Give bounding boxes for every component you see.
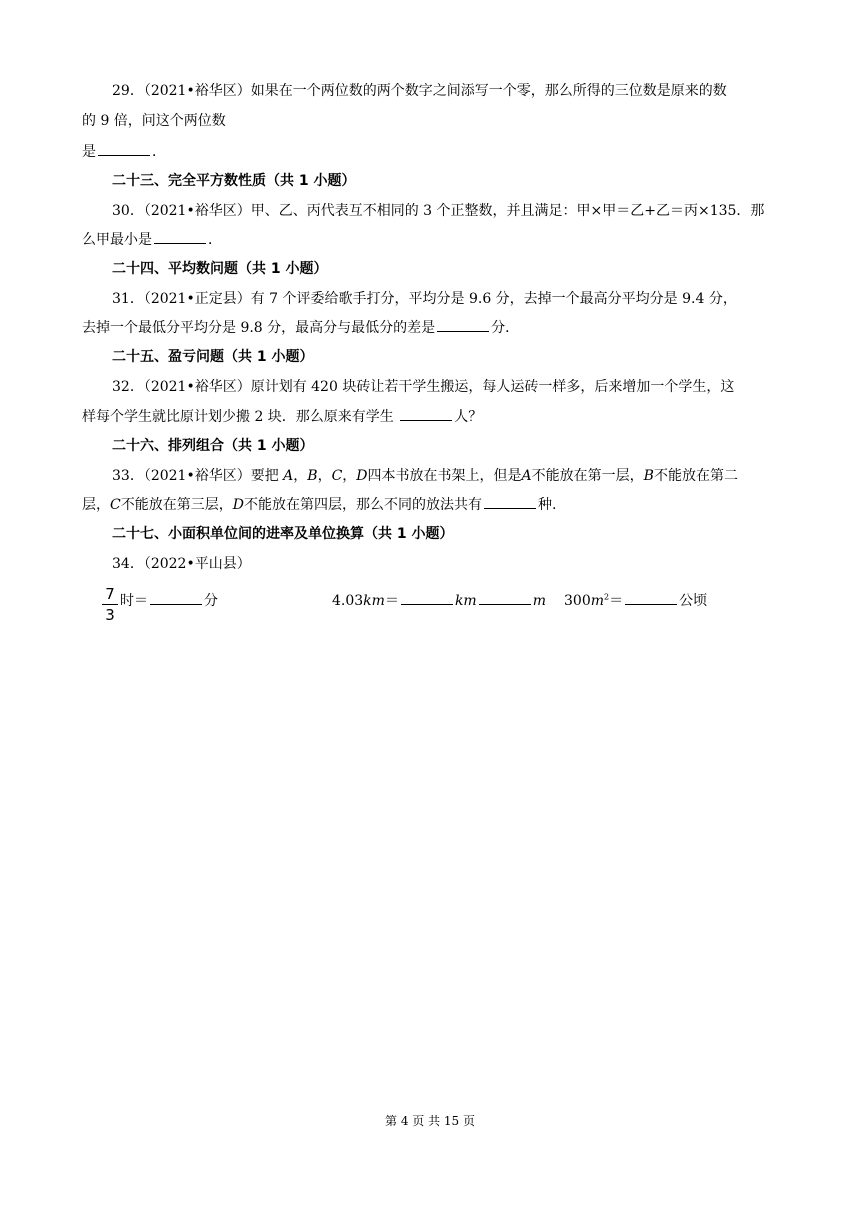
conversion-item-1 xyxy=(120,590,218,610)
question-34-items xyxy=(82,578,782,626)
q33-text: 不能放在第一层， xyxy=(531,468,644,484)
question-31-line1: 31．（2021•正定县）有 7 个评委给歌手打分，平均分是 9.6 分，去掉一个最高分平均分是 9.4 分， xyxy=(112,291,737,307)
section-heading-26: 二十六、排列组合（共 1 小题） xyxy=(112,438,314,454)
question-29-line3 xyxy=(82,137,782,168)
var-c: C xyxy=(331,468,343,484)
q33-sep: ， xyxy=(317,468,332,484)
item2-value: 4.03 xyxy=(332,593,364,609)
var-c: C xyxy=(110,497,121,513)
question-31-line2 xyxy=(82,313,782,344)
q33-suffix: 种. xyxy=(537,497,557,513)
unit-m: m xyxy=(590,593,605,609)
q33-sep: ， xyxy=(293,468,308,484)
question-34-label: 34．（2022•平山县） xyxy=(112,556,251,572)
q31-suffix: 分． xyxy=(491,320,520,336)
unit-hectare: 公顷 xyxy=(679,593,708,609)
q32-prefix: 样每个学生就比原计划少搬 2 块．那么原来有学生 xyxy=(82,409,394,425)
q30-prefix: 么甲最小是 xyxy=(82,232,152,248)
fraction-bar xyxy=(102,604,118,605)
section-heading-27: 二十七、小面积单位间的进率及单位换算（共 1 小题） xyxy=(112,526,454,542)
q33-text: 不能放在第四层，那么不同的放法共有 xyxy=(243,497,482,513)
fraction-numerator: 7 xyxy=(105,585,115,603)
question-30-line1: 30．（2021•裕华区）甲、乙、丙代表互不相同的 3 个正整数，并且满足：甲×甲＝乙+乙＝丙×135．那 xyxy=(112,203,765,219)
var-d: D xyxy=(356,468,368,484)
question-33-line2 xyxy=(82,490,782,521)
answer-blank[interactable] xyxy=(98,141,150,156)
q29-suffix: ． xyxy=(152,144,166,160)
answer-blank[interactable] xyxy=(154,229,206,244)
fraction-seven-thirds xyxy=(102,586,118,623)
q29-prefix: 是 xyxy=(82,144,96,160)
conversion-item-3 xyxy=(564,590,707,610)
equals-sign: ＝ xyxy=(609,593,624,609)
item1-text: 时＝ xyxy=(120,593,148,609)
answer-blank[interactable] xyxy=(484,494,536,509)
answer-blank[interactable] xyxy=(479,590,531,605)
var-b: B xyxy=(643,468,654,484)
answer-blank[interactable] xyxy=(437,317,489,332)
superscript-2: 2 xyxy=(604,592,610,602)
q33-sep: ， xyxy=(342,468,357,484)
unit-m: m xyxy=(532,593,546,609)
equals-sign: ＝ xyxy=(384,593,399,609)
answer-blank[interactable] xyxy=(625,590,677,605)
item3-value: 300 xyxy=(564,593,591,609)
conversion-item-2 xyxy=(332,590,546,610)
q33-text: 不能放在第二 xyxy=(653,468,738,484)
var-a: A xyxy=(283,468,294,484)
unit-km: km xyxy=(454,593,477,609)
answer-blank[interactable] xyxy=(150,590,202,605)
section-heading-23: 二十三、完全平方数性质（共 1 小题） xyxy=(112,173,356,189)
fraction-denominator: 3 xyxy=(105,606,115,624)
q31-prefix: 去掉一个最低分平均分是 9.8 分，最高分与最低分的差是 xyxy=(82,320,436,336)
q33-text: 33．（2021•裕华区）要把 xyxy=(112,468,284,484)
section-heading-25: 二十五、盈亏问题（共 1 小题） xyxy=(112,349,314,365)
q33-text: 四本书放在书架上，但是 xyxy=(367,468,522,484)
var-d: D xyxy=(232,497,244,513)
q32-suffix: 人？ xyxy=(454,409,483,425)
item1-unit: 分 xyxy=(204,593,218,609)
var-a: A xyxy=(521,468,532,484)
question-32-line2 xyxy=(82,402,782,433)
question-29-line2: 的 9 倍，问这个两位数 xyxy=(82,113,226,129)
unit-km: km xyxy=(363,593,385,609)
q33-text: 不能放在第三层， xyxy=(120,497,233,513)
q30-suffix: ． xyxy=(208,232,222,248)
q33-text: 层， xyxy=(82,497,110,513)
question-33-line1 xyxy=(82,461,782,492)
question-32-line1: 32．（2021•裕华区）原计划有 420 块砖让若干学生搬运，每人运砖一样多，后来增加一个学生，这 xyxy=(112,379,735,395)
answer-blank[interactable] xyxy=(401,590,453,605)
page-footer: 第 4 页 共 15 页 xyxy=(385,1114,475,1128)
answer-blank[interactable] xyxy=(400,406,452,421)
section-heading-24: 二十四、平均数问题（共 1 小题） xyxy=(112,261,328,277)
question-30-line2 xyxy=(82,225,782,256)
question-29-line1: 29．（2021•裕华区）如果在一个两位数的两个数字之间添写一个零，那么所得的三位数是原来的数 xyxy=(112,83,727,99)
var-b: B xyxy=(307,468,318,484)
